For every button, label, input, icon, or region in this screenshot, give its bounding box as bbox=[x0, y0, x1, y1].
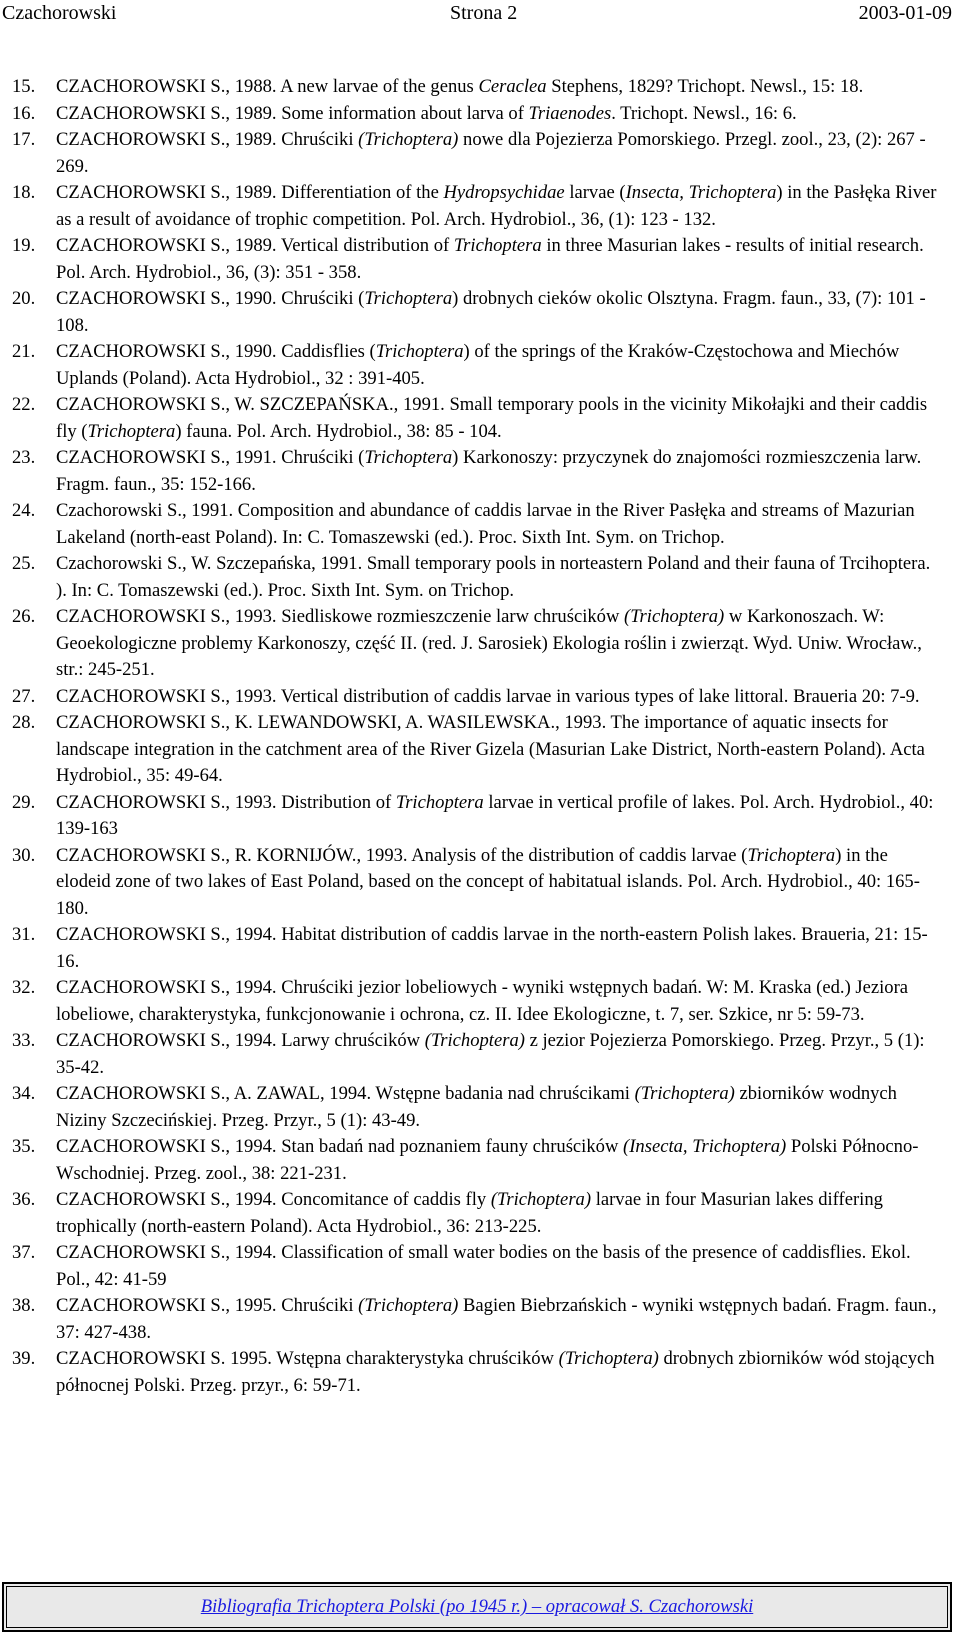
reference-text: CZACHOROWSKI S., 1990. Caddisflies (Trichoptera) of the springs of the Kraków-Częstochowa and Miechów Uplands (Poland). Acta Hydrobiol., 32 : 391-405. bbox=[56, 341, 900, 389]
reference-item bbox=[12, 1028, 942, 1081]
reference-item bbox=[12, 1346, 942, 1399]
reference-number: 30. bbox=[12, 844, 36, 866]
reference-number: 38. bbox=[12, 1295, 36, 1316]
reference-number: 24. bbox=[12, 500, 36, 521]
reference-number: 23. bbox=[12, 447, 36, 468]
reference-list bbox=[12, 74, 942, 1399]
reference-item bbox=[12, 604, 942, 684]
header-page-number: Strona 2 bbox=[450, 2, 518, 24]
reference-text: CZACHOROWSKI S., 1990. Chruściki (Trichoptera) drobnych cieków okolic Olsztyna. Fragm. faun., 33, (7): 101 - 108. bbox=[56, 288, 926, 336]
reference-number: 29. bbox=[12, 791, 36, 813]
reference-text: CZACHOROWSKI S. 1995. Wstępna charakterystyka chruścików (Trichoptera) drobnych zbiorników wód stojących północnej Polski. Przeg. przyr., 6: 59-71. bbox=[56, 1348, 935, 1396]
reference-text: CZACHOROWSKI S., 1994. Stan badań nad poznaniem fauny chruścików (Insecta, Trichoptera) Polski Północno-Wschodniej. Przeg. zool., 38: 221-231. bbox=[56, 1136, 919, 1184]
reference-item bbox=[12, 233, 942, 286]
reference-number: 28. bbox=[12, 712, 36, 733]
reference-item bbox=[12, 392, 942, 445]
reference-text: CZACHOROWSKI S., 1988. A new larvae of the genus Ceraclea Stephens, 1829? Trichopt. Newsl., 15: 18. bbox=[56, 76, 864, 97]
reference-number: 18. bbox=[12, 182, 36, 203]
reference-item bbox=[12, 339, 942, 392]
reference-text: Czachorowski S., W. Szczepańska, 1991. Small temporary pools in norteastern Poland and their fauna of Trcihoptera. ). In: C. Tomaszewski (ed.). Proc. Sixth Int. Sym. on Trichop. bbox=[56, 553, 931, 601]
reference-item bbox=[12, 101, 942, 128]
reference-item bbox=[12, 74, 942, 101]
reference-text: CZACHOROWSKI S., A. ZAWAL, 1994. Wstępne badania nad chruścikami (Trichoptera) zbiorników wodnych Niziny Szczecińskiej. Przeg. Przyr., 5 (1): 43-49. bbox=[56, 1083, 897, 1131]
reference-text: CZACHOROWSKI S., 1989. Chruściki (Trichoptera) nowe dla Pojezierza Pomorskiego. Przegl. zool., 23, (2): 267 - 269. bbox=[56, 129, 926, 177]
reference-item bbox=[12, 1081, 942, 1134]
reference-item bbox=[12, 1240, 942, 1293]
reference-item bbox=[12, 843, 942, 923]
reference-item bbox=[12, 498, 942, 551]
reference-item bbox=[12, 790, 942, 843]
header-date: 2003-01-09 bbox=[858, 2, 952, 24]
reference-text: CZACHOROWSKI S., 1995. Chruściki (Trichoptera) Bagien Biebrzańskich - wyniki wstępnych badań. Fragm. faun., 37: 427-438. bbox=[56, 1295, 937, 1343]
footer-inner-frame bbox=[6, 1586, 948, 1628]
footer-bibliography-link[interactable]: Bibliografia Trichoptera Polski (po 1945 r.) – opracował S. Czachorowski bbox=[200, 1596, 754, 1617]
reference-text: CZACHOROWSKI S., 1994. Habitat distribution of caddis larvae in the north-eastern Polish lakes. Braueria, 21: 15-16. bbox=[56, 924, 928, 972]
reference-number: 17. bbox=[12, 129, 36, 150]
reference-text: CZACHOROWSKI S., 1989. Some information about larva of Triaenodes. Trichopt. Newsl., 16: 6. bbox=[56, 102, 797, 124]
reference-number: 19. bbox=[12, 235, 36, 256]
reference-number: 36. bbox=[12, 1189, 36, 1210]
reference-text: CZACHOROWSKI S., 1994. Larwy chruścików (Trichoptera) z jezior Pojezierza Pomorskiego. Przeg. Przyr., 5 (1): 35-42. bbox=[56, 1030, 925, 1078]
reference-text: CZACHOROWSKI S., 1993. Vertical distribution of caddis larvae in various types of lake littoral. Braueria 20: 7-9. bbox=[56, 685, 920, 707]
reference-text: Czachorowski S., 1991. Composition and abundance of caddis larvae in the River Pasłęka and streams of Mazurian Lakeland (north-east Poland). In: C. Tomaszewski (ed.). Proc. Sixth Int. Sym. on Trichop. bbox=[56, 500, 915, 548]
reference-text: CZACHOROWSKI S., R. KORNIJÓW., 1993. Analysis of the distribution of caddis larvae (Trichoptera) in the elodeid zone of two lakes of East Poland, based on the concept of habitatual islands. Pol. Arch. Hydrobiol., 40: 165-180. bbox=[56, 844, 920, 919]
reference-item bbox=[12, 551, 942, 604]
page-header bbox=[0, 0, 960, 44]
reference-number: 21. bbox=[12, 341, 36, 362]
reference-text: CZACHOROWSKI S., 1994. Concomitance of caddis fly (Trichoptera) larvae in four Masurian lakes differing trophically (north-eastern Poland). Acta Hydrobiol., 36: 213-225. bbox=[56, 1189, 883, 1237]
reference-number: 16. bbox=[12, 102, 36, 124]
reference-text: CZACHOROWSKI S., K. LEWANDOWSKI, A. WASILEWSKA., 1993. The importance of aquatic insects for landscape integration in the catchment area of the River Gizela (Masurian Lake District, North-eastern Poland). Acta Hydrobiol., 35: 49-64. bbox=[56, 712, 925, 786]
reference-item bbox=[12, 1134, 942, 1187]
reference-number: 32. bbox=[12, 977, 36, 998]
reference-number: 15. bbox=[12, 76, 36, 97]
reference-item bbox=[12, 975, 942, 1028]
reference-number: 27. bbox=[12, 685, 36, 707]
reference-item bbox=[12, 1187, 942, 1240]
reference-text: CZACHOROWSKI S., 1989. Vertical distribution of Trichoptera in three Masurian lakes - results of initial research. Pol. Arch. Hydrobiol., 36, (3): 351 - 358. bbox=[56, 235, 924, 283]
reference-number: 39. bbox=[12, 1348, 36, 1369]
reference-number: 37. bbox=[12, 1242, 36, 1263]
reference-text: CZACHOROWSKI S., W. SZCZEPAŃSKA., 1991. Small temporary pools in the vicinity Mikołajki and their caddis fly (Trichoptera) fauna. Pol. Arch. Hydrobiol., 38: 85 - 104. bbox=[56, 394, 928, 442]
reference-text: CZACHOROWSKI S., 1994. Classification of small water bodies on the basis of the presence of caddisflies. Ekol. Pol., 42: 41-59 bbox=[56, 1242, 911, 1290]
reference-item bbox=[12, 445, 942, 498]
reference-item bbox=[12, 127, 942, 180]
reference-number: 31. bbox=[12, 924, 36, 945]
reference-text: CZACHOROWSKI S., 1989. Differentiation of the Hydropsychidae larvae (Insecta, Trichoptera) in the Pasłęka River as a result of avoidance of trophic competition. Pol. Arch. Hydrobiol., 36, (1): 123 - 132. bbox=[56, 182, 937, 230]
reference-item bbox=[12, 922, 942, 975]
reference-text: CZACHOROWSKI S., 1993. Distribution of Trichoptera larvae in vertical profile of lakes. Pol. Arch. Hydrobiol., 40: 139-163 bbox=[56, 791, 934, 839]
reference-number: 26. bbox=[12, 606, 36, 627]
reference-number: 33. bbox=[12, 1030, 36, 1051]
reference-text: CZACHOROWSKI S., 1991. Chruściki (Trichoptera) Karkonoszy: przyczynek do znajomości rozmieszczenia larw. Fragm. faun., 35: 152-166. bbox=[56, 447, 922, 495]
header-author: Czachorowski bbox=[2, 2, 117, 24]
reference-number: 20. bbox=[12, 288, 36, 309]
reference-number: 34. bbox=[12, 1083, 36, 1104]
reference-number: 25. bbox=[12, 553, 36, 574]
reference-item bbox=[12, 180, 942, 233]
reference-number: 22. bbox=[12, 394, 36, 415]
reference-item bbox=[12, 286, 942, 339]
reference-item bbox=[12, 684, 942, 711]
reference-text: CZACHOROWSKI S., 1994. Chruściki jezior lobeliowych - wyniki wstępnych badań. W: M. Kraska (ed.) Jeziora lobeliowe, charakterystyka, funkcjonowanie i ochrona, cz. II. Idee Ekologiczne, t. 7, ser. Szkice, nr 5: 59-73. bbox=[56, 977, 909, 1025]
reference-number: 35. bbox=[12, 1136, 36, 1157]
footer-box bbox=[2, 1582, 952, 1632]
reference-item bbox=[12, 710, 942, 790]
reference-text: CZACHOROWSKI S., 1993. Siedliskowe rozmieszczenie larw chruścików (Trichoptera) w Karkonoszach. W: Geoekologiczne problemy Karkonoszy, część II. (red. J. Sarosiek) Ekologia roślin i zwierząt. Wyd. Uniw. Wrocław., str.: 245-251. bbox=[56, 606, 922, 680]
reference-item bbox=[12, 1293, 942, 1346]
